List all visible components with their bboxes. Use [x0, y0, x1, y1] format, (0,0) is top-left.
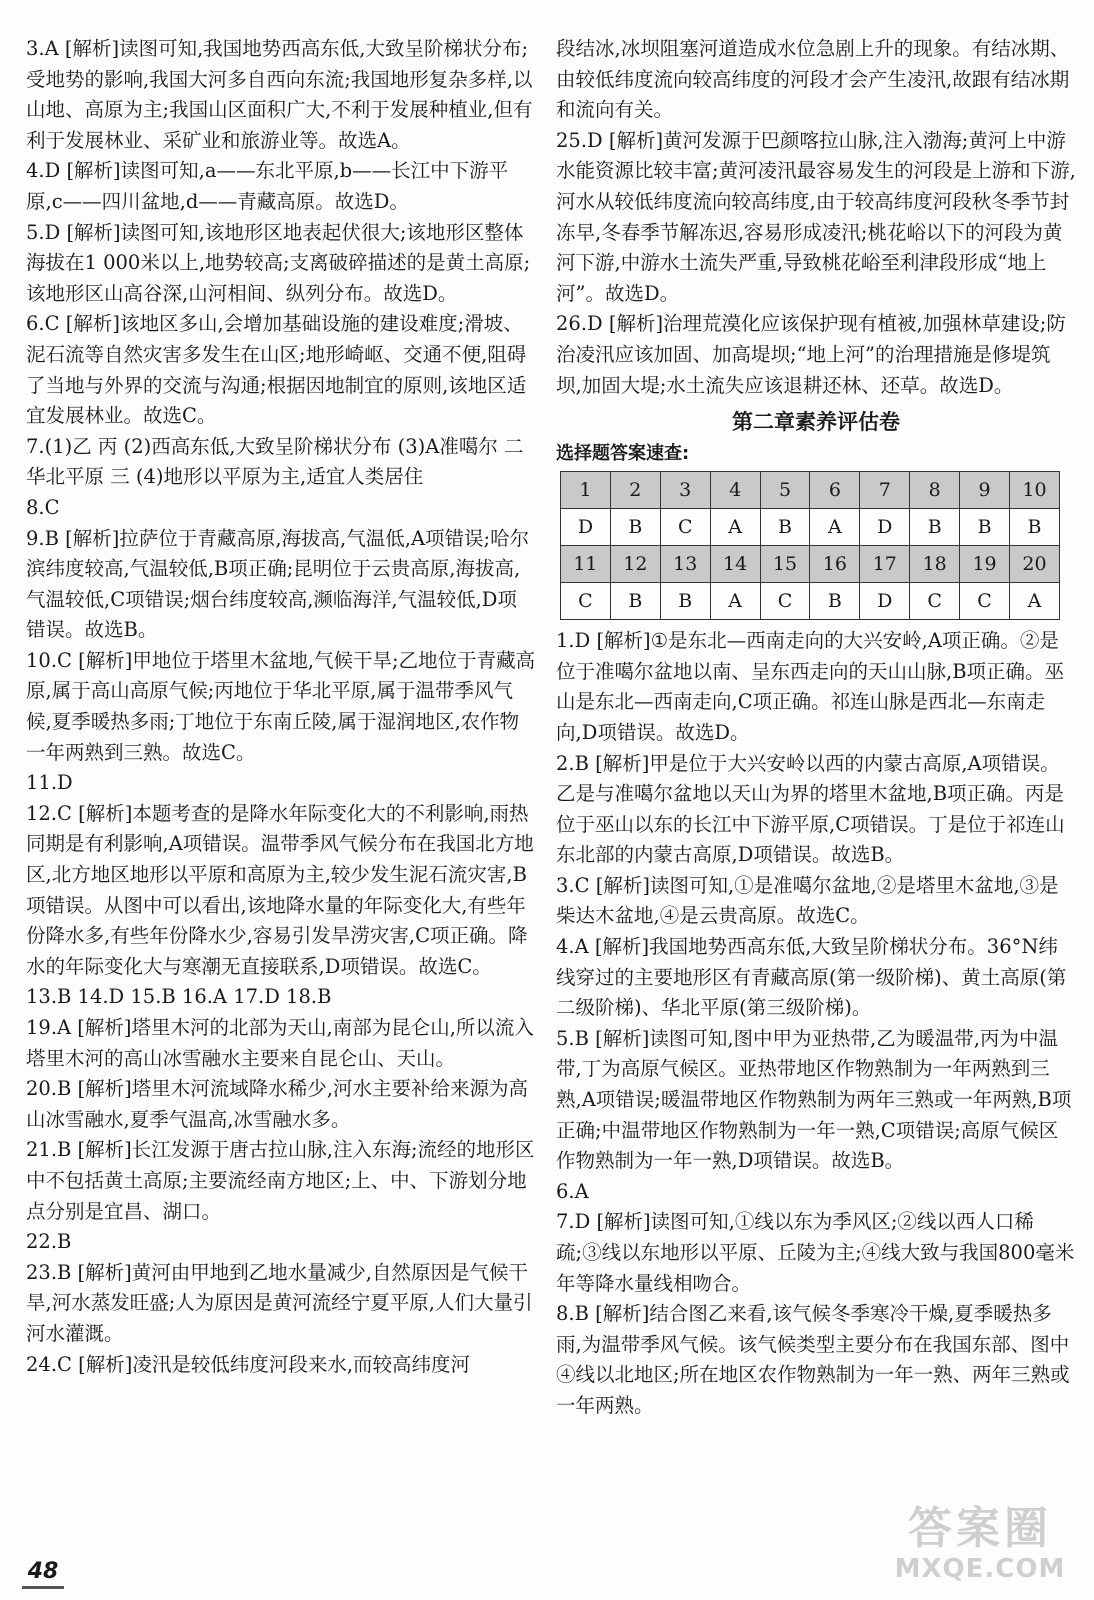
question-number: 12 [610, 546, 660, 583]
answer-cell: D [561, 509, 611, 546]
answer-cell: B [610, 583, 660, 620]
answer-item: 段结冰,冰坝阻塞河道造成水位急剧上升的现象。有结冰期、由较低纬度流向较高纬度的河段才会产生凌汛,故跟有结冰期和流向有关。 [556, 37, 1070, 122]
question-number: 6 [810, 472, 860, 509]
answer-item: 5.D [解析]读图可知,该地形区地表起伏很大;该地形区整体海拔在1 000米以上,地势较高;支离破碎描述的是黄土高原;该地形区山高谷深,山河相间、纵列分布。故选D。 [26, 220, 531, 305]
answer-item: 7.(1)乙 丙 (2)西高东低,大致呈阶梯状分布 (3)A准噶尔 二 华北平原 三 (4)地形以平原为主,适宜人类居住 [26, 434, 524, 489]
answer-item: 13.B 14.D 15.B 16.A 17.D 18.B [26, 985, 332, 1009]
section-title: 第二章素养评估卷 [732, 410, 900, 435]
answer-cell: D [860, 583, 910, 620]
question-number: 2 [610, 472, 660, 509]
question-number: 13 [660, 546, 710, 583]
question-number: 4 [710, 472, 760, 509]
question-number: 10 [1010, 472, 1060, 509]
answer-row [561, 583, 1060, 620]
answer-cell: C [760, 583, 810, 620]
answer-item: 26.D [解析]治理荒漠化应该保护现有植被,加强林草建设;防治凌汛应该加固、加高堤坝;“地上河”的治理措施是修堤筑坝,加固大堤;水土流失应该退耕还林、还草。故选D。 [556, 312, 1066, 397]
answer-item: 10.C [解析]甲地位于塔里木盆地,气候干旱;乙地位于青藏高原,属于高山高原气候;丙地位于华北平原,属于温带季风气候,夏季暖热多雨;丁地位于东南丘陵,属于湿润地区,农作物一年两熟到三熟。故选C。 [26, 648, 536, 764]
answer-item: 19.A [解析]塔里木河的北部为天山,南部为昆仑山,所以流入塔里木河的高山冰雪融水主要来自昆仑山、天山。 [26, 1016, 534, 1070]
answer-cell: B [1010, 509, 1060, 546]
question-number: 15 [760, 546, 810, 583]
answer-item: 9.B [解析]拉萨位于青藏高原,海拔高,气温低,A项错误;哈尔滨纬度较高,气温较低,B项正确;昆明位于云贵高原,海拔高,气温较低,C项错误;烟台纬度较高,濒临海洋,气温较低,D项错误。故选B。 [26, 526, 530, 642]
question-number-row [561, 546, 1060, 583]
answer-cell: B [660, 583, 710, 620]
answer-item: 21.B [解析]长江发源于唐古拉山脉,注入东海;流经的地形区中不包括黄土高原;主要流经南方地区;上、中、下游划分地点分别是宜昌、湖口。 [26, 1138, 535, 1223]
answer-item: 4.A [解析]我国地势西高东低,大致呈阶梯状分布。36°N纬线穿过的主要地形区有青藏高原(第一级阶梯)、黄土高原(第二级阶梯)、华北平原(第三级阶梯)。 [556, 935, 1067, 1020]
answer-cell: C [561, 583, 611, 620]
answer-item: 5.B [解析]读图可知,图中甲为亚热带,乙为暖温带,丙为中温带,丁为高原气候区。亚热带地区作物熟制为一年两熟到三熟,A项错误;暖温带地区作物熟制为两年三熟或一年两熟,B项正确;中温带地区作物熟制为一年一熟,C项错误;高原气候区作物熟制为一年一熟,D项错误。故选B。 [556, 1026, 1072, 1173]
answer-item: 12.C [解析]本题考查的是降水年际变化大的不利影响,雨热同期是有利影响,A项错误。温带季风气候分布在我国北方地区,北方地区地形以平原和高原为主,较少发生泥石流灾害,B项错误。从图中可以看出,该地降水量的年际变化大,有些年份降水多,有些年份降水少,容易引发旱涝灾害,C项正确。降水的年际变化大与寒潮无直接联系,D项错误。故选C。 [26, 801, 534, 978]
answer-item: 22.B [26, 1230, 72, 1254]
question-number: 19 [960, 546, 1010, 583]
answer-item: 25.D [解析]黄河发源于巴颜喀拉山脉,注入渤海;黄河上中游水能资源比较丰富;黄河凌汛最容易发生的河段是上游和下游,河水从较低纬度流向较高纬度,由于较高纬度河段秋冬季节封冻早,冬春季节解冻迟,容易形成凌汛;桃花峪以下的河段为黄河下游,中游水土流失严重,导致桃花峪至利津段形成“地上河”。故选D。 [556, 128, 1076, 305]
watermark-logo [880, 1504, 1080, 1590]
left-column [26, 34, 536, 1380]
answer-cell: B [810, 583, 860, 620]
answer-item: 1.D [解析]①是东北—西南走向的大兴安岭,A项正确。②是位于准噶尔盆地以南、呈东西走向的天山山脉,B项正确。巫山是东北—西南走向,C项正确。祁连山脉是西北—东南走向,D项错误。故选D。 [556, 629, 1065, 744]
answer-item: 8.C [26, 495, 60, 519]
answer-item: 3.A [解析]读图可知,我国地势西高东低,大致呈阶梯状分布;受地势的影响,我国大河多自西向东流;我国地形复杂多样,以山地、高原为主;我国山区面积广大,不利于发展种植业,但有利于发展林业、采矿业和旅游业等。故选A。 [26, 37, 533, 152]
answer-item: 23.B [解析]黄河由甲地到乙地水量减少,自然原因是气候干旱,河水蒸发旺盛;人为原因是黄河流经宁夏平原,人们大量引河水灌溉。 [26, 1260, 533, 1345]
answer-cell: B [610, 509, 660, 546]
question-number: 20 [1010, 546, 1060, 583]
question-number: 8 [910, 472, 960, 509]
answer-key-table [560, 471, 1060, 620]
answer-item: 8.B [解析]结合图乙来看,该气候冬季寒冷干燥,夏季暖热多雨,为温带季风气候。该气候类型主要分布在我国东部、图中④线以北地区;所在地区农作物熟制为一年一熟、两年三熟或一年两熟。 [556, 1302, 1070, 1417]
answer-item: 3.C [解析]读图可知,①是准噶尔盆地,②是塔里木盆地,③是柴达木盆地,④是云贵高原。故选C。 [556, 873, 1059, 928]
watermark-url: MXQE.COM [894, 1554, 1066, 1584]
answer-cell: B [960, 509, 1010, 546]
answer-cell: A [1010, 583, 1060, 620]
watermark-text: 答案圈 [908, 1503, 1052, 1554]
page-number: 48 [22, 1558, 64, 1589]
answer-cell: C [660, 509, 710, 546]
right-column [556, 34, 1076, 1422]
answer-item: 4.D [解析]读图可知,a——东北平原,b——长江中下游平原,c——四川盆地,d——青藏高原。故选D。 [26, 159, 509, 213]
answer-cell: B [760, 509, 810, 546]
answer-item: 7.D [解析]读图可知,①线以东为季风区;②线以西人口稀疏;③线以东地形以平原、丘陵为主;④线大致与我国800毫米年等降水量线相吻合。 [556, 1210, 1075, 1295]
question-number: 14 [710, 546, 760, 583]
answer-key-label: 选择题答案速查: [556, 443, 690, 465]
answer-cell: C [910, 583, 960, 620]
question-number: 3 [660, 472, 710, 509]
question-number: 5 [760, 472, 810, 509]
question-number-row [561, 472, 1060, 509]
answer-cell: C [960, 583, 1010, 620]
answer-item: 2.B [解析]甲是位于大兴安岭以西的内蒙古高原,A项错误。乙是与准噶尔盆地以天山为界的塔里木盆地,B项正确。丙是位于巫山以东的长江中下游平原,C项错误。丁是位于祁连山东北部的内蒙古高原,D项错误。故选B。 [556, 751, 1065, 867]
answer-cell: A [710, 509, 760, 546]
question-number: 9 [960, 472, 1010, 509]
answer-item: 11.D [26, 771, 73, 795]
answer-item: 20.B [解析]塔里木河流域降水稀少,河水主要补给来源为高山冰雪融水,夏季气温高,冰雪融水多。 [26, 1077, 528, 1131]
answer-cell: B [910, 509, 960, 546]
question-number: 18 [910, 546, 960, 583]
question-number: 16 [810, 546, 860, 583]
answer-item: 6.C [解析]该地区多山,会增加基础设施的建设难度;滑坡、泥石流等自然灾害多发生在山区;地形崎岖、交通不便,阻碍了当地与外界的交流与沟通;根据因地制宜的原则,该地区适宜发展林业。故选C。 [26, 312, 527, 428]
answer-item: 24.C [解析]凌汛是较低纬度河段来水,而较高纬度河 [26, 1352, 471, 1376]
answer-row [561, 509, 1060, 546]
answer-cell: A [810, 509, 860, 546]
question-number: 17 [860, 546, 910, 583]
question-number: 11 [561, 546, 611, 583]
answer-cell: D [860, 509, 910, 546]
question-number: 7 [860, 472, 910, 509]
answer-item: 6.A [556, 1179, 589, 1203]
answer-cell: A [710, 583, 760, 620]
question-number: 1 [561, 472, 611, 509]
